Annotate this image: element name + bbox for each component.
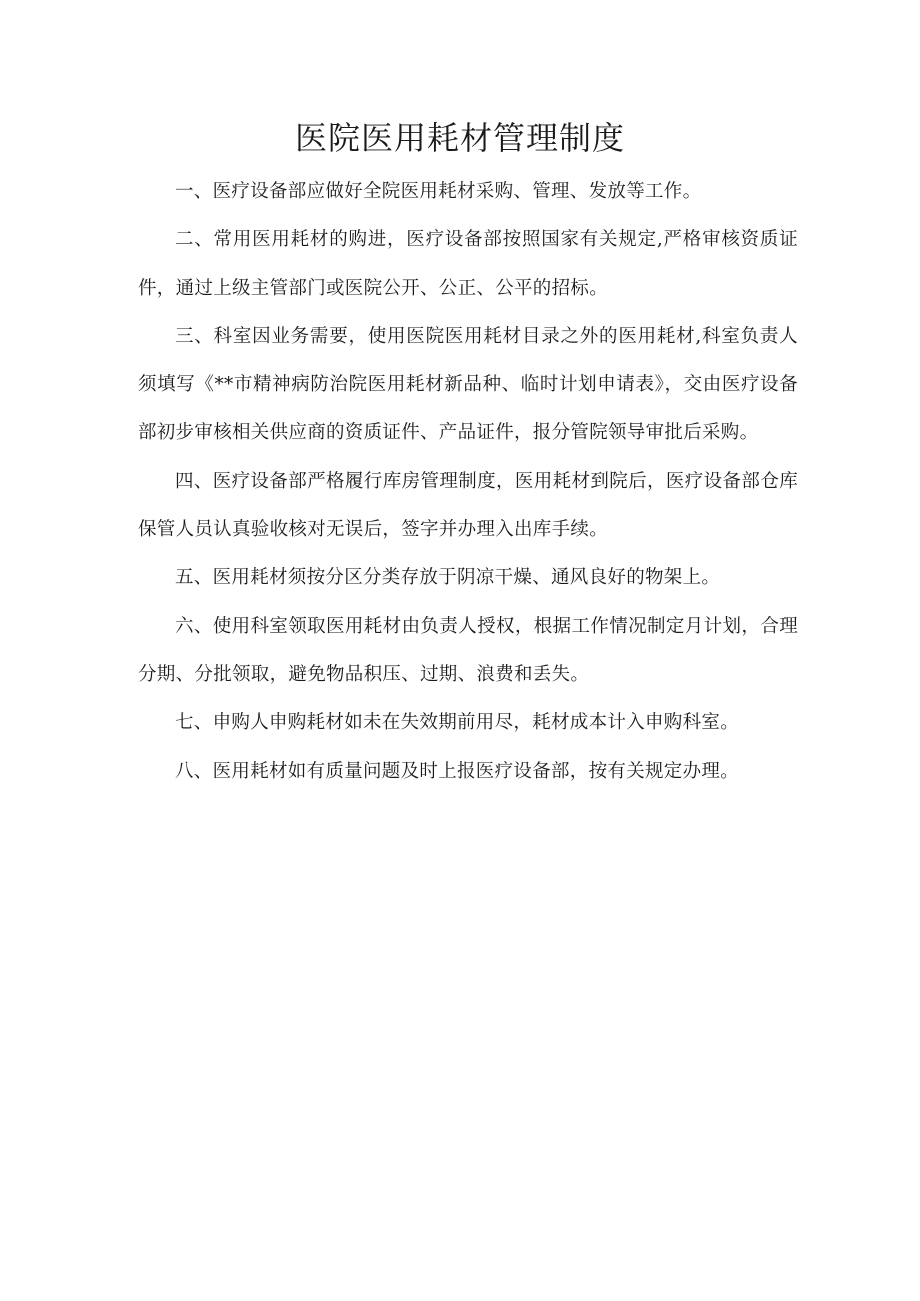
paragraph-4: 四、医疗设备部严格履行库房管理制度，医用耗材到院后，医疗设备部仓库保管人员认真验收核对无误后，签字并办理入出库手续。 bbox=[138, 470, 798, 541]
paragraph-2: 二、常用医用耗材的购进，医疗设备部按照国家有关规定,严格审核资质证件，通过上级主管部门或医院公开、公正、公平的招标。 bbox=[138, 229, 798, 299]
paragraph-8: 八、医用耗材如有质量问题及时上报医疗设备部，按有关规定办理。 bbox=[175, 760, 740, 782]
paragraph-5: 五、医用耗材须按分区分类存放于阴凉干燥、通风良好的物架上。 bbox=[175, 567, 721, 589]
document-body bbox=[138, 168, 798, 796]
paragraph-6: 六、使用科室领取医用耗材由负责人授权，根据工作情况制定月计划，合理分期、分批领取，避免物品积压、过期、浪费和丢失。 bbox=[138, 615, 798, 685]
paragraph-1: 一、医疗设备部应做好全院医用耗材采购、管理、发放等工作。 bbox=[175, 181, 702, 202]
document-title: 医院医用耗材管理制度 bbox=[294, 119, 625, 157]
paragraph-7: 七、申购人申购耗材如未在失效期前用尽，耗材成本计入申购科室。 bbox=[175, 712, 740, 734]
paragraph-3: 三、科室因业务需要，使用医院医用耗材目录之外的医用耗材,科室负责人须填写《**市精神病防治院医用耗材新品种、临时计划申请表》，交由医疗设备部初步审核相关供应商的资质证件、产品证件，报分管院领导审批后采购。 bbox=[138, 325, 798, 444]
